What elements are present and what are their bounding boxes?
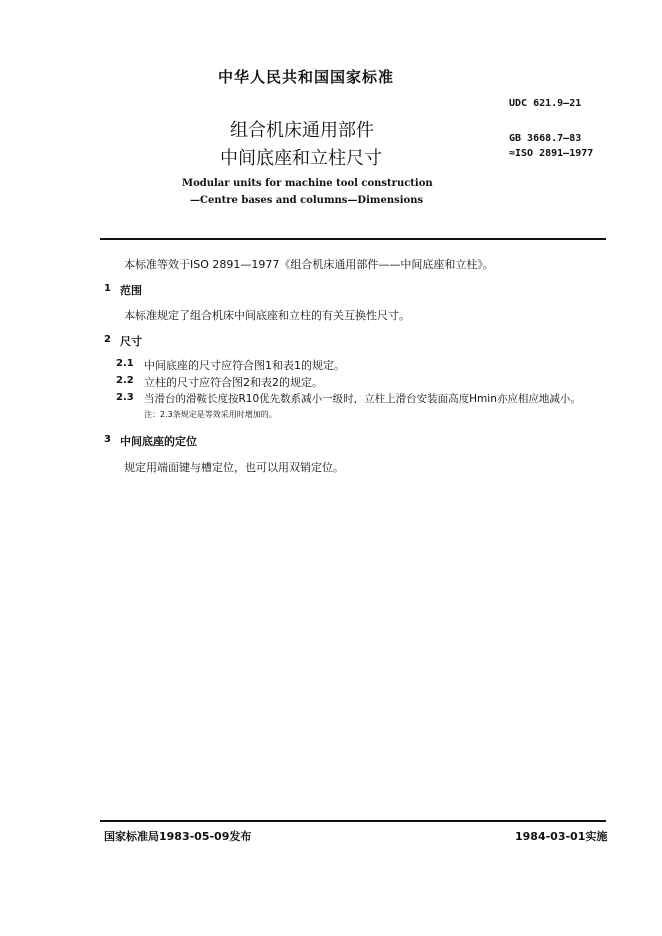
section-1-number: 1 — [104, 283, 111, 294]
udc-code: UDC 621.9—21 — [509, 98, 582, 109]
section-3-text: 规定用端面键与槽定位，也可以用双销定位。 — [124, 461, 344, 474]
section-2-note: 注：2.3条规定是等效采用时增加的。 — [144, 410, 277, 419]
section-3-title: 中间底座的定位 — [120, 435, 197, 448]
item-2-3-text: 当滑台的滑鞍长度按R10优先数系减小一级时，立柱上滑台安装面高度Hmin亦应相应地减小。 — [144, 393, 581, 405]
title-en-line2: —Centre bases and columns—Dimensions — [190, 195, 424, 206]
iso-equivalence: ≈ISO 2891—1977 — [509, 148, 594, 159]
title-cn-line2: 中间底座和立柱尺寸 — [220, 148, 382, 169]
national-standard-heading: 中华人民共和国国家标准 — [218, 68, 395, 86]
effective-date: 1984-03-01实施 — [515, 830, 608, 843]
section-2-number: 2 — [104, 334, 111, 345]
section-2-title: 尺寸 — [120, 335, 142, 348]
item-2-3-number: 2.3 — [116, 392, 134, 403]
item-2-1-text: 中间底座的尺寸应符合图1和表1的规定。 — [144, 359, 345, 372]
item-2-2-text: 立柱的尺寸应符合图2和表2的规定。 — [144, 376, 323, 389]
gb-code: GB 3668.7—83 — [509, 133, 582, 144]
section-1-text: 本标准规定了组合机床中间底座和立柱的有关互换性尺寸。 — [124, 309, 410, 322]
title-en-line1: Modular units for machine tool construction — [182, 178, 433, 189]
item-2-2-number: 2.2 — [116, 375, 134, 386]
top-divider — [100, 238, 606, 240]
title-cn-line1: 组合机床通用部件 — [230, 120, 374, 141]
section-1-title: 范围 — [120, 284, 142, 297]
section-3-number: 3 — [104, 434, 111, 445]
intro-paragraph: 本标准等效于ISO 2891—1977《组合机床通用部件——中间底座和立柱》。 — [124, 258, 494, 271]
bottom-divider — [100, 820, 606, 822]
item-2-1-number: 2.1 — [116, 358, 134, 369]
issue-info: 国家标准局1983-05-09发布 — [104, 830, 252, 843]
